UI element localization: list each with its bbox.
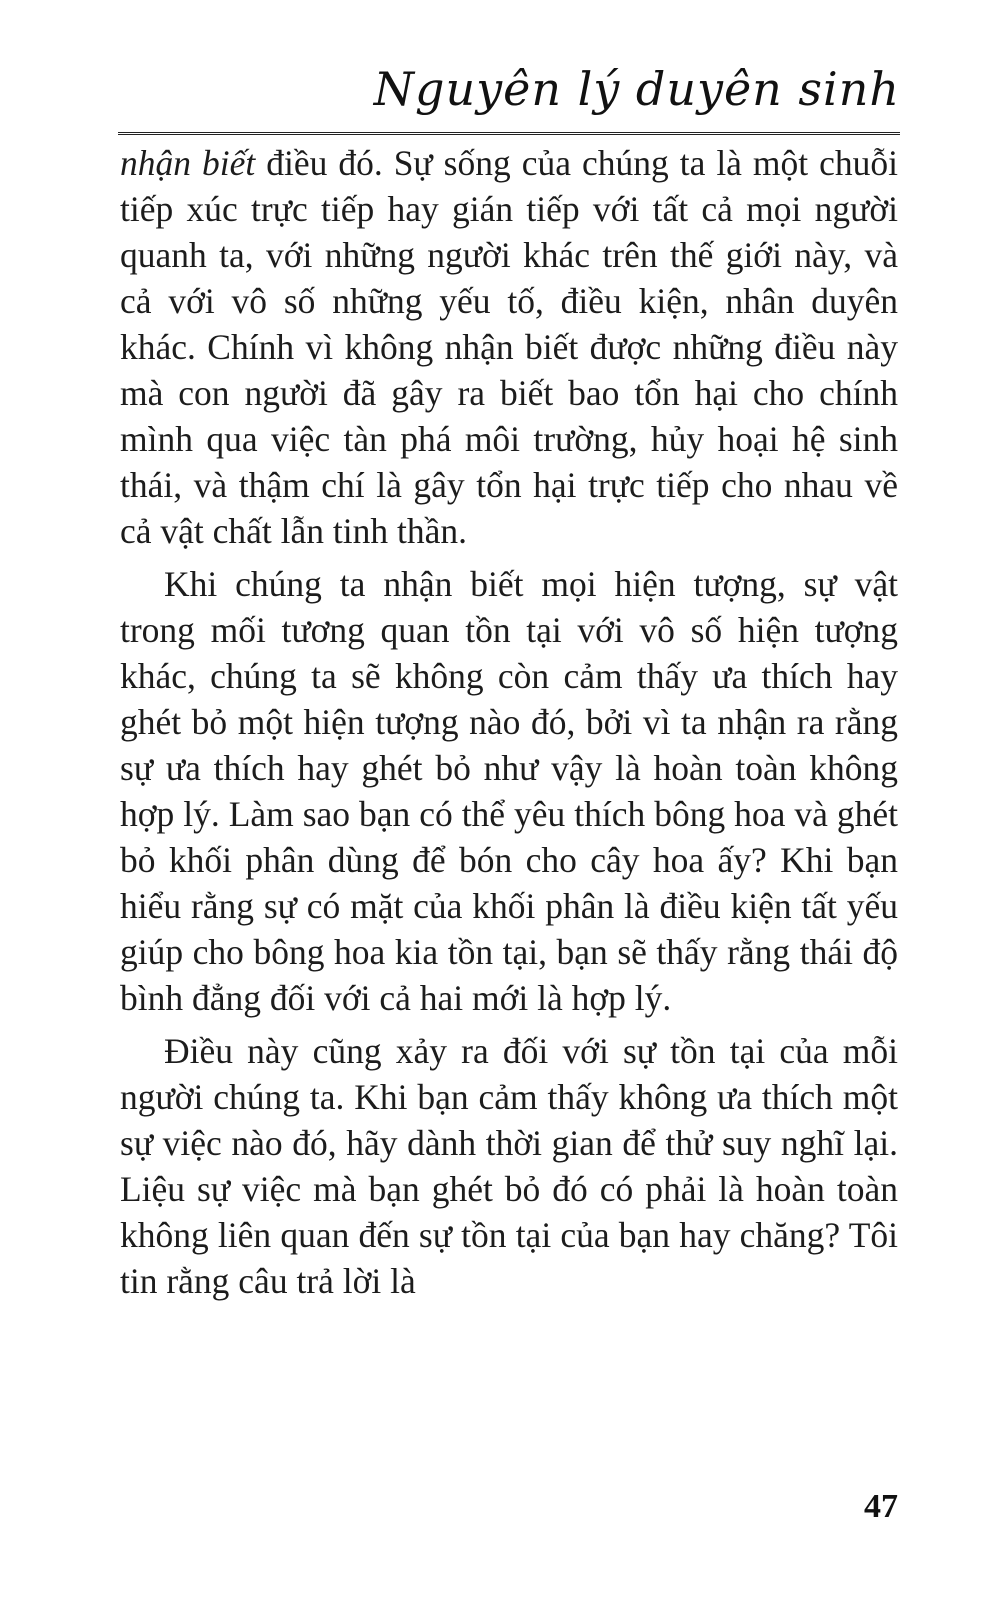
- header-rule: [118, 132, 900, 135]
- page-number: 47: [864, 1488, 898, 1525]
- paragraph-2: Khi chúng ta nhận biết mọi hiện tượng, sự vật trong mối tương quan tồn tại với vô số hiện tượng khác, chúng ta sẽ không còn cảm thấy ưa thích hay ghét bỏ một hiện tượng nào đó, bởi vì ta nhận ra rằng sự ưa thích hay ghét bỏ như vậy là hoàn toàn không hợp lý. Làm sao bạn có thể yêu thích bông hoa và ghét bỏ khối phân dùng để bón cho cây hoa ấy? Khi bạn hiểu rằng sự có mặt của khối phân là điều kiện tất yếu giúp cho bông hoa kia tồn tại, bạn sẽ thấy rằng thái độ bình đẳng đối với cả hai mới là hợp lý.: [120, 564, 898, 1018]
- paragraph-1: [120, 140, 898, 554]
- emphasis-text: nhận biết: [120, 143, 256, 183]
- running-title: Nguyên lý duyên sinh: [373, 62, 900, 116]
- paragraph-1-text: điều đó. Sự sống của chúng ta là một chuỗi tiếp xúc trực tiếp hay gián tiếp với tất cả mọi người quanh ta, với những người khác trên thế giới này, và cả với vô số những yếu tố, điều kiện, nhân duyên khác. Chính vì không nhận biết được những điều này mà con người đã gây ra biết bao tổn hại cho chính mình qua việc tàn phá môi trường, hủy hoại hệ sinh thái, và thậm chí là gây tổn hại trực tiếp cho nhau về cả vật chất lẫn tinh thần.: [120, 143, 899, 551]
- body-text: [120, 140, 898, 1311]
- paragraph-3: Điều này cũng xảy ra đối với sự tồn tại của mỗi người chúng ta. Khi bạn cảm thấy không ưa thích một sự việc nào đó, hãy dành thời gian để thử suy nghĩ lại. Liệu sự việc mà bạn ghét bỏ đó có phải là hoàn toàn không liên quan đến sự tồn tại của bạn hay chăng? Tôi tin rằng câu trả lời là: [120, 1031, 898, 1301]
